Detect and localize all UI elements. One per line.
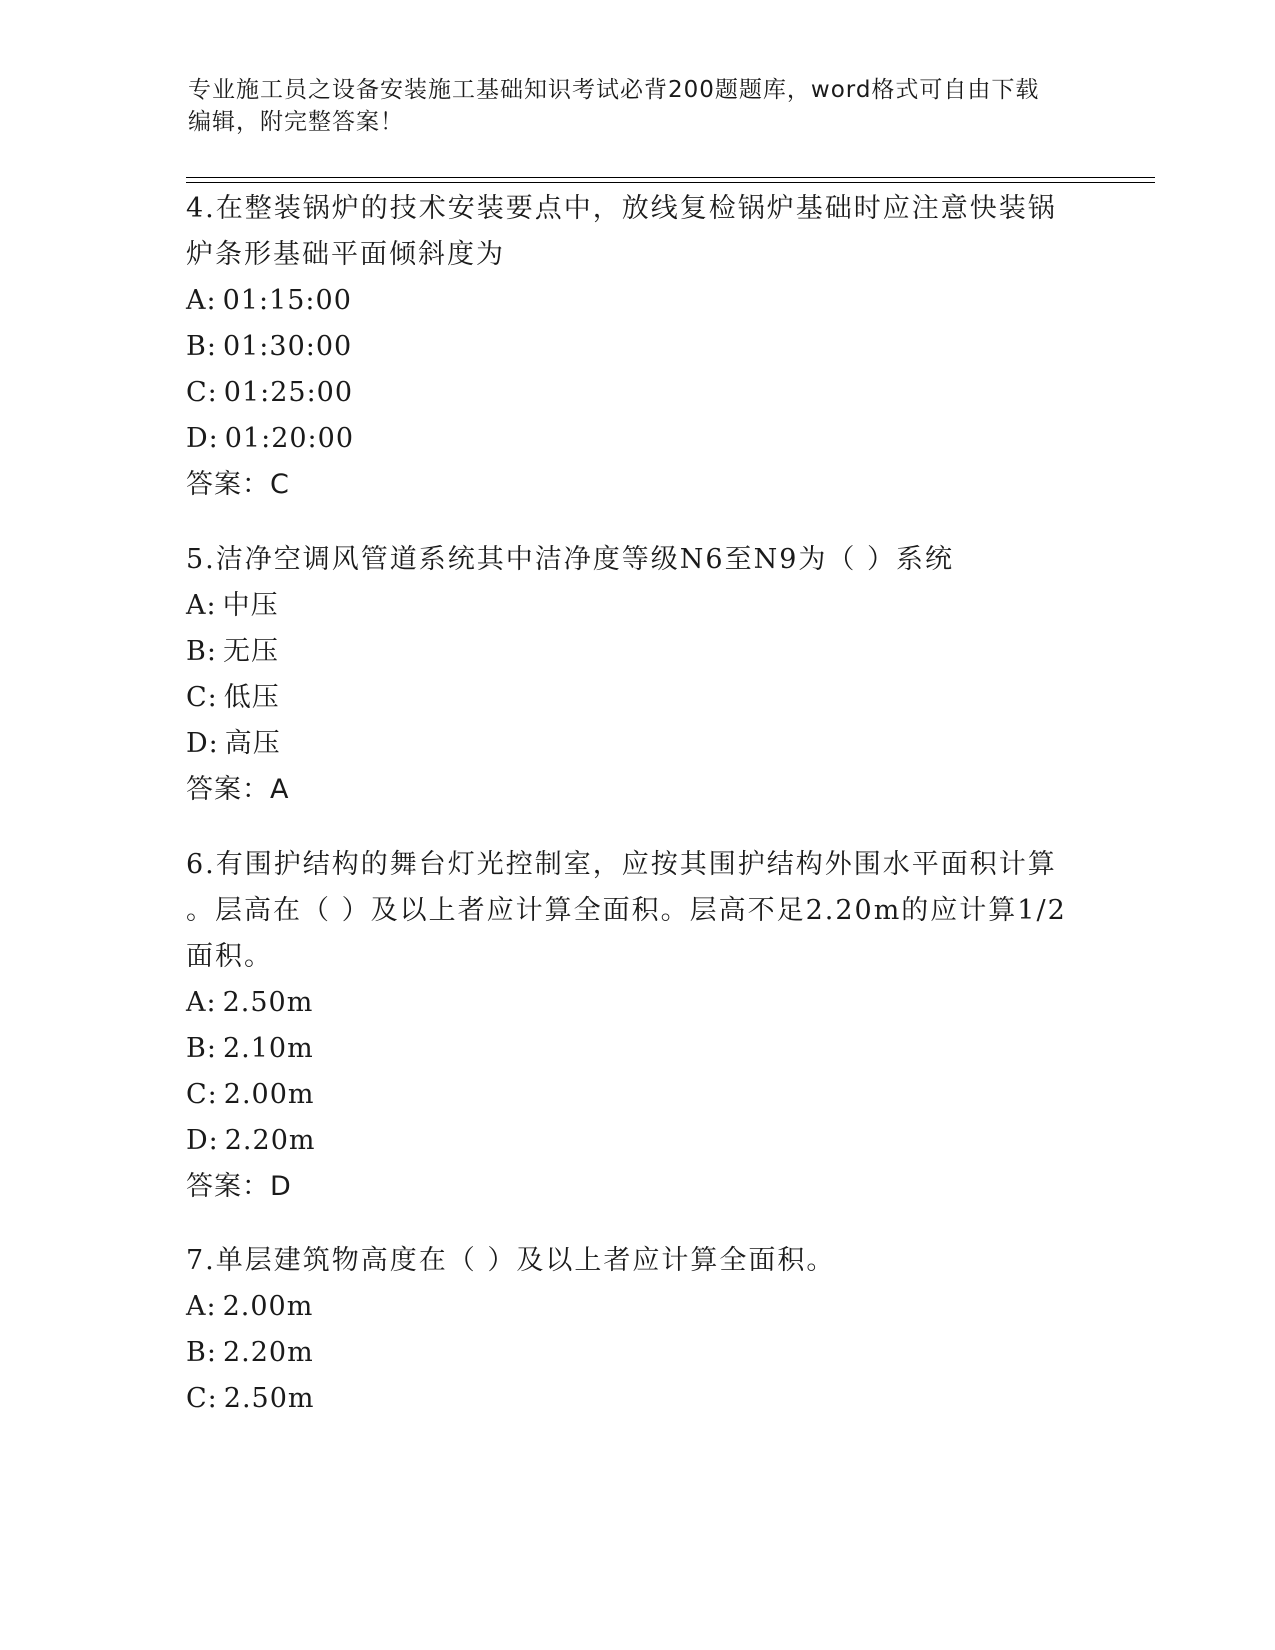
answer-line: 答案：C xyxy=(186,469,290,500)
question-stem-line: 5.洁净空调风管道系统其中洁净度等级N6至N9为（ ）系统 xyxy=(186,544,954,575)
question-stem xyxy=(186,842,1086,980)
option-label: A: xyxy=(186,285,217,316)
option-text: 2.20m xyxy=(222,1337,314,1368)
option-label: C: xyxy=(186,1383,218,1414)
option-text: 01:20:00 xyxy=(224,423,355,454)
option-label: B: xyxy=(186,1033,217,1064)
option-d xyxy=(186,416,1086,462)
option-b xyxy=(186,324,1086,370)
question-stem-line: 。层高在（ ）及以上者应计算全面积。层高不足2.20m的应计算1/2 xyxy=(186,895,1067,926)
option-a xyxy=(186,278,1086,324)
option-text: 01:15:00 xyxy=(222,285,352,316)
option-c xyxy=(186,1072,1086,1118)
option-label: A: xyxy=(186,590,217,621)
option-b xyxy=(186,1330,1086,1376)
option-text: 01:25:00 xyxy=(223,377,354,408)
question-6 xyxy=(186,842,1086,1210)
document-header xyxy=(188,74,1088,138)
option-b xyxy=(186,1026,1086,1072)
option-c xyxy=(186,675,1086,721)
answer-line: 答案：A xyxy=(186,774,290,805)
option-label: C: xyxy=(186,682,218,713)
question-stem-line: 6.有围护结构的舞台灯光控制室，应按其围护结构外围水平面积计算 xyxy=(186,849,1057,880)
option-text: 01:30:00 xyxy=(222,331,353,362)
option-label: A: xyxy=(186,1291,217,1322)
option-text: 2.00m xyxy=(223,1079,315,1110)
option-label: C: xyxy=(186,1079,218,1110)
header-title-line-1: 专业施工员之设备安装施工基础知识考试必背200题题库，word格式可自由下载 xyxy=(188,77,1040,103)
question-stem-line: 炉条形基础平面倾斜度为 xyxy=(186,239,505,270)
option-c xyxy=(186,1376,1086,1422)
option-label: A: xyxy=(186,987,217,1018)
option-text: 2.10m xyxy=(222,1033,314,1064)
option-text: 2.20m xyxy=(224,1125,316,1156)
option-text: 中压 xyxy=(222,590,279,621)
option-label: D: xyxy=(186,728,219,759)
question-5 xyxy=(186,537,1086,813)
option-d xyxy=(186,721,1086,767)
header-divider-top xyxy=(186,177,1155,178)
option-b xyxy=(186,629,1086,675)
option-a xyxy=(186,980,1086,1026)
option-label: D: xyxy=(186,423,219,454)
option-label: D: xyxy=(186,1125,219,1156)
option-text: 2.50m xyxy=(222,987,314,1018)
question-stem-line: 面积。 xyxy=(186,941,273,972)
option-text: 2.50m xyxy=(223,1383,315,1414)
question-stem xyxy=(186,537,1086,583)
question-4 xyxy=(186,186,1086,508)
option-d xyxy=(186,1118,1086,1164)
option-label: B: xyxy=(186,636,217,667)
answer-line: 答案：D xyxy=(186,1171,292,1202)
question-stem xyxy=(186,1238,1086,1284)
option-label: C: xyxy=(186,377,218,408)
option-text: 高压 xyxy=(224,728,281,759)
option-a xyxy=(186,583,1086,629)
header-divider-bottom xyxy=(186,182,1155,183)
option-text: 无压 xyxy=(222,636,279,667)
question-stem xyxy=(186,186,1086,278)
option-label: B: xyxy=(186,1337,217,1368)
option-a xyxy=(186,1284,1086,1330)
option-text: 低压 xyxy=(223,682,280,713)
option-c xyxy=(186,370,1086,416)
header-title-line-2: 编辑，附完整答案！ xyxy=(188,109,404,135)
option-label: B: xyxy=(186,331,217,362)
question-7 xyxy=(186,1238,1086,1422)
question-stem-line: 4.在整装锅炉的技术安装要点中，放线复检锅炉基础时应注意快装锅 xyxy=(186,193,1057,224)
option-text: 2.00m xyxy=(222,1291,314,1322)
question-stem-line: 7.单层建筑物高度在（ ）及以上者应计算全面积。 xyxy=(186,1245,836,1276)
